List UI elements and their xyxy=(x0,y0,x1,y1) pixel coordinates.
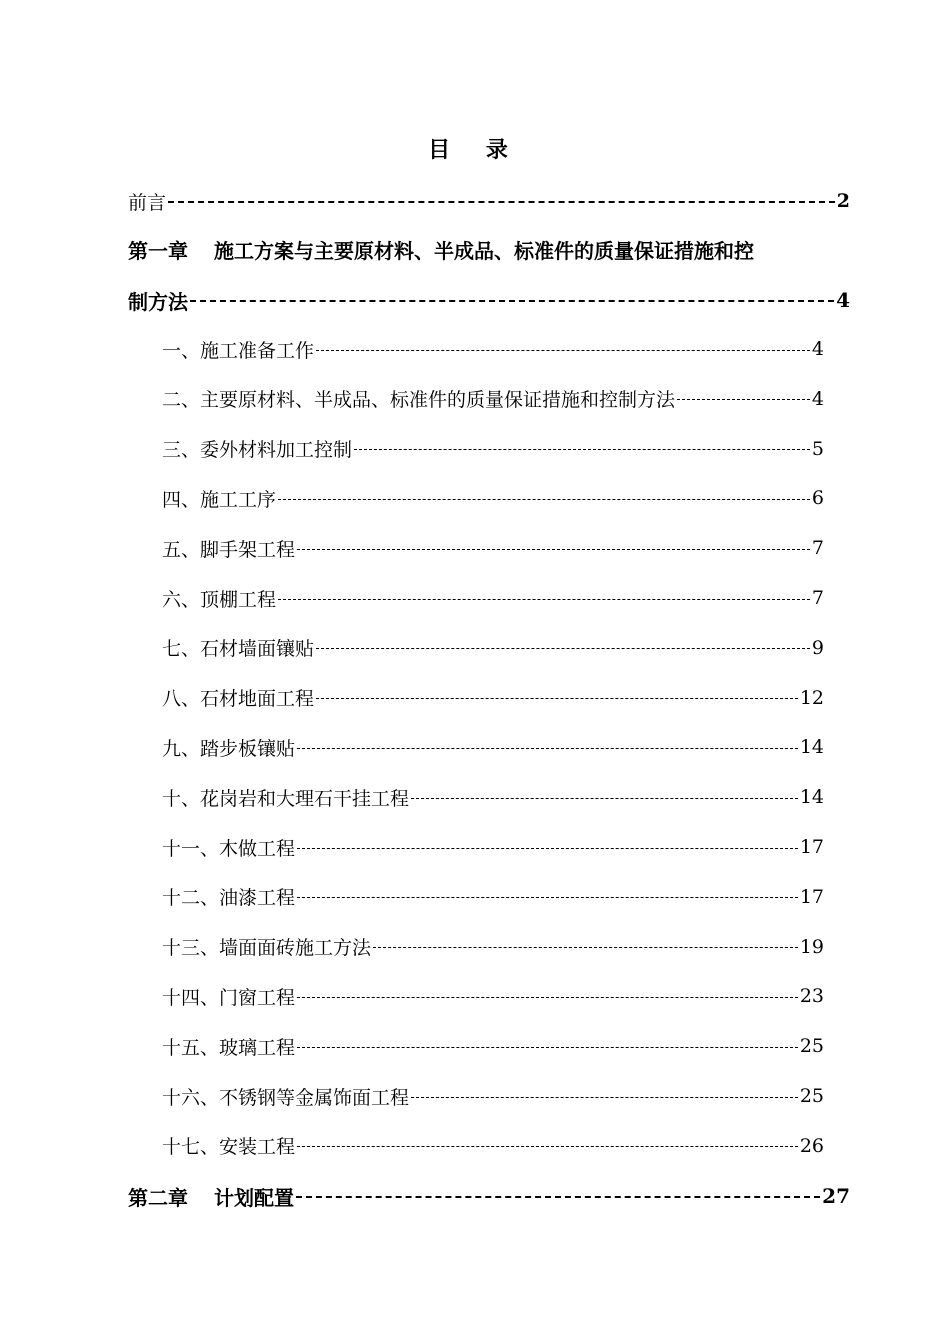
dot-leader xyxy=(316,698,798,699)
dot-leader xyxy=(297,748,798,749)
chapter-number: 第一章 xyxy=(128,239,188,263)
toc-entry-section[interactable] xyxy=(162,932,824,962)
toc-entry-page: 4 xyxy=(811,338,824,360)
dot-leader xyxy=(168,201,835,203)
dot-leader xyxy=(316,350,810,351)
toc-entry-section[interactable] xyxy=(162,334,824,364)
toc-entry-page: 17 xyxy=(799,836,824,858)
toc-entry-label: 十二、油漆工程 xyxy=(162,887,296,910)
toc-entry-chapter-2[interactable] xyxy=(128,1181,850,1211)
toc-entry-section[interactable] xyxy=(162,683,824,713)
toc-entry-label: 九、踏步板镶贴 xyxy=(162,737,296,760)
dot-leader xyxy=(190,300,834,302)
toc-chapter-1-heading[interactable] xyxy=(128,235,754,267)
toc-entry-label: 十一、木做工程 xyxy=(162,837,296,860)
toc-entry-page: 14 xyxy=(799,786,824,809)
dot-leader xyxy=(677,399,810,400)
dot-leader xyxy=(278,499,810,500)
toc-entry-page: 23 xyxy=(799,985,824,1008)
toc-entry-label: 制方法 xyxy=(128,289,188,314)
toc-entry-section[interactable] xyxy=(162,882,824,912)
toc-entry-page: 27 xyxy=(822,1184,850,1208)
toc-entry-label: 五、脚手架工程 xyxy=(162,538,296,561)
toc-entry-page: 25 xyxy=(799,1085,824,1107)
toc-entry-page: 7 xyxy=(811,537,824,560)
chapter-title: 计划配置 xyxy=(214,1185,294,1210)
dot-leader xyxy=(411,1097,798,1098)
toc-entry-label: 三、委外材料加工控制 xyxy=(162,439,353,462)
dot-leader xyxy=(411,798,798,799)
chapter-number: 第二章 xyxy=(128,1185,188,1210)
toc-entry-page: 4 xyxy=(811,387,824,410)
toc-entry-label: 十四、门窗工程 xyxy=(162,986,296,1009)
toc-entry-section[interactable] xyxy=(162,1081,824,1111)
toc-entry-section[interactable] xyxy=(162,981,824,1011)
toc-entry-page: 2 xyxy=(836,190,850,212)
toc-entry-page: 14 xyxy=(799,736,824,759)
toc-entry-label: 八、石材地面工程 xyxy=(162,688,315,711)
toc-entry-section[interactable] xyxy=(162,483,824,513)
toc-entry-page: 6 xyxy=(811,487,824,510)
dot-leader xyxy=(297,997,798,998)
toc-entry-page: 4 xyxy=(836,288,850,312)
toc-entry-section[interactable] xyxy=(162,732,824,762)
chapter-title: 施工方案与主要原材料、半成品、标准件的质量保证措施和控 xyxy=(214,239,754,263)
toc-entry-section[interactable] xyxy=(162,1131,824,1161)
toc-entry-page: 17 xyxy=(799,885,824,908)
toc-entry-label: 十七、安装工程 xyxy=(162,1136,296,1159)
dot-leader xyxy=(278,599,810,600)
toc-entry-label xyxy=(128,1182,294,1211)
dot-leader xyxy=(296,1196,820,1198)
toc-entry-label: 十、花岗岩和大理石干挂工程 xyxy=(162,787,410,810)
dot-leader xyxy=(297,848,798,849)
dot-leader xyxy=(316,648,810,649)
toc-entry-label: 十三、墙面面砖施工方法 xyxy=(162,937,372,960)
toc-entry-page: 19 xyxy=(799,935,824,958)
dot-leader xyxy=(373,947,798,948)
toc-entry-section[interactable] xyxy=(162,583,824,613)
toc-entry-section[interactable] xyxy=(162,434,824,464)
dot-leader xyxy=(297,1047,798,1048)
toc-entry-label: 二、主要原材料、半成品、标准件的质量保证措施和控制方法 xyxy=(162,389,676,412)
toc-entry-label: 四、施工工序 xyxy=(162,488,277,511)
toc-entry-page: 5 xyxy=(811,437,824,460)
toc-title: 目 录 xyxy=(428,137,522,163)
dot-leader xyxy=(297,1146,798,1147)
toc-entry-page: 7 xyxy=(811,587,824,609)
toc-entry-label: 六、顶棚工程 xyxy=(162,588,277,611)
toc-entry-label: 七、石材墙面镶贴 xyxy=(162,638,315,661)
dot-leader xyxy=(297,549,810,550)
toc-entry-page: 12 xyxy=(799,686,824,709)
toc-entry-label: 十六、不锈钢等金属饰面工程 xyxy=(162,1086,410,1109)
toc-entry-section[interactable] xyxy=(162,633,824,663)
dot-leader xyxy=(297,897,798,898)
toc-entry-chapter-1[interactable] xyxy=(128,285,850,315)
toc-entry-section[interactable] xyxy=(162,832,824,862)
toc-entry-preface[interactable] xyxy=(128,186,850,216)
toc-entry-section[interactable] xyxy=(162,384,824,414)
toc-entry-label: 十五、玻璃工程 xyxy=(162,1036,296,1059)
toc-entry-page: 25 xyxy=(799,1035,824,1058)
toc-entry-section[interactable] xyxy=(162,533,824,563)
toc-entry-label: 前言 xyxy=(128,191,167,214)
toc-entry-section[interactable] xyxy=(162,1031,824,1061)
toc-entry-page: 9 xyxy=(811,636,824,659)
dot-leader xyxy=(354,449,810,450)
toc-entry-label: 一、施工准备工作 xyxy=(162,339,315,362)
toc-entry-section[interactable] xyxy=(162,782,824,812)
toc-entry-page: 26 xyxy=(799,1134,824,1157)
